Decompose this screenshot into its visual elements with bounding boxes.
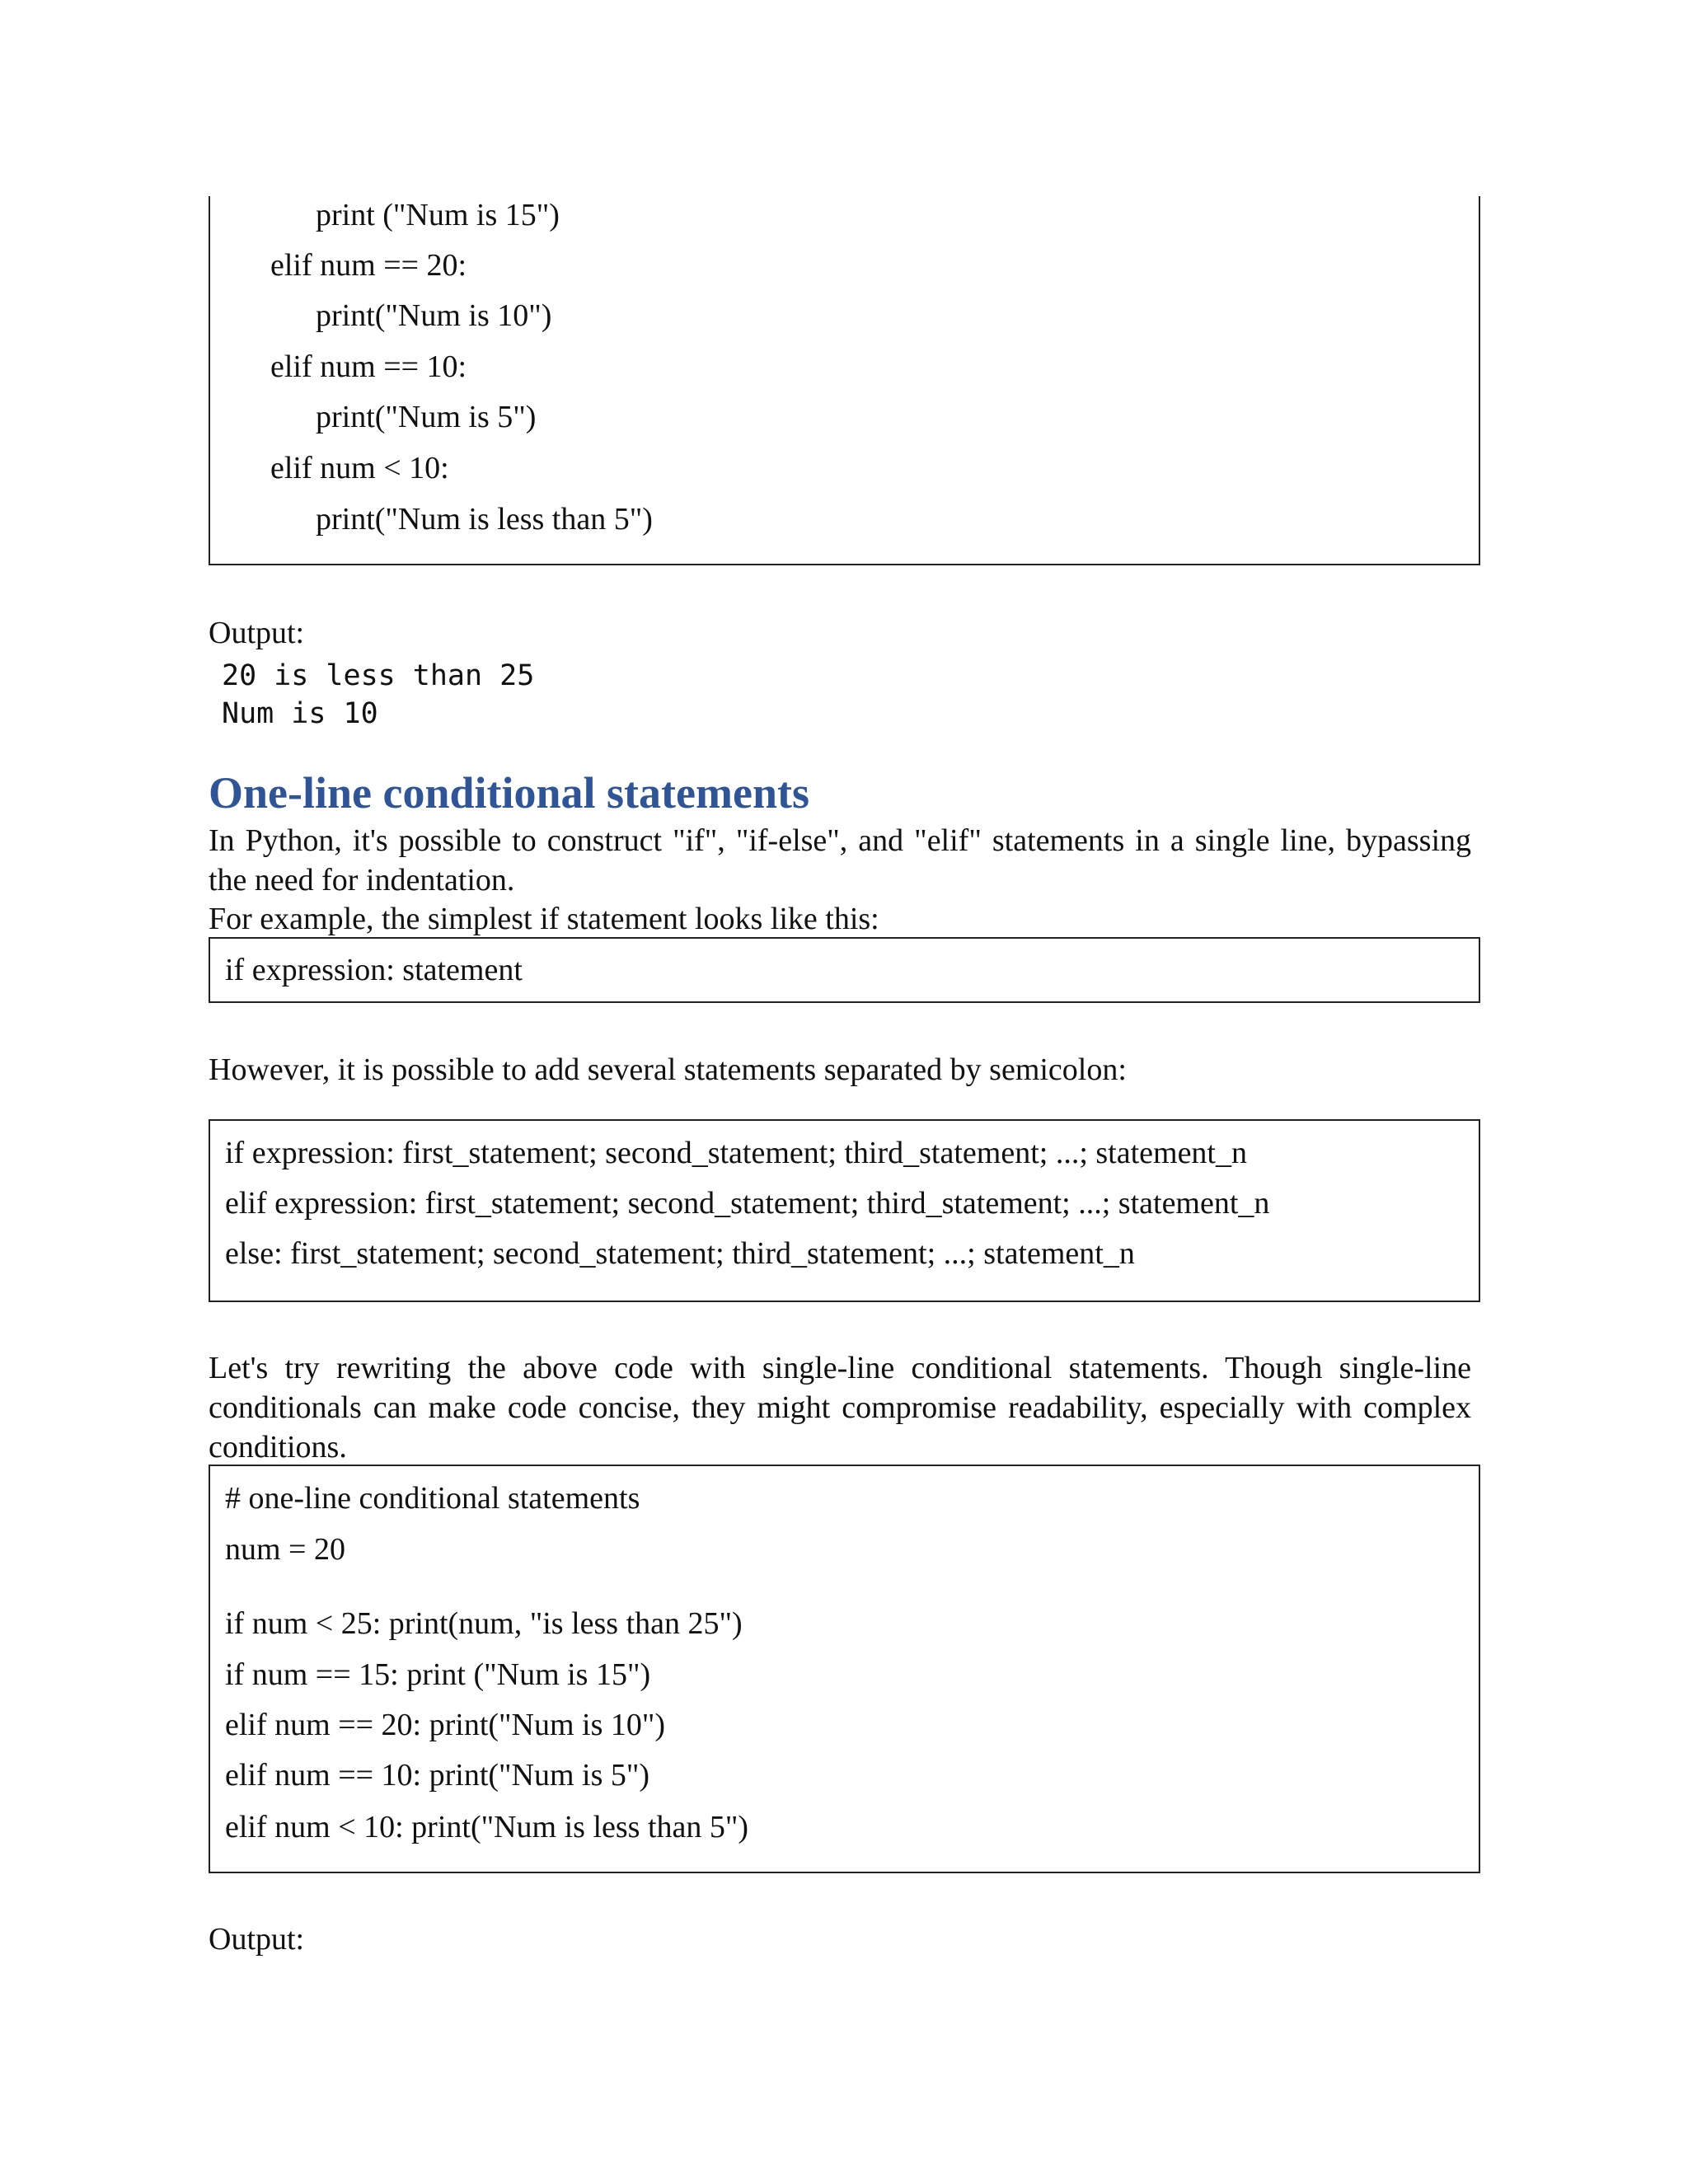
code-line: elif num == 20: [270,248,467,283]
code-line: print("Num is 5") [316,400,537,434]
code-line: elif num == 20: print("Num is 10") [225,1708,666,1742]
code-line: if expression: statement [225,953,523,987]
code-line: num = 20 [225,1532,345,1567]
code-line: print("Num is 10") [316,298,552,333]
code-line: print("Num is less than 5") [316,502,653,537]
code-line: elif num < 10: print("Num is less than 5") [225,1810,749,1844]
section-heading: One-line conditional statements [209,768,809,818]
code-line: elif num == 10: print("Num is 5") [225,1758,650,1793]
code-line: if expression: first_statement; second_statement; third_statement; ...; statement_n [225,1136,1247,1170]
code-line: elif num < 10: [270,451,449,485]
output-line: 20 is less than 25 [222,659,535,692]
rewrite-paragraph: Let's try rewriting the above code with single-line conditional statements. Though single-line conditionals can make code concise, they might compromise readability, especially with complex conditions. [209,1351,1471,1465]
semicolon-paragraph: However, it is possible to add several statements separated by semicolon: [209,1052,1127,1087]
code-line: else: first_statement; second_statement; third_statement; ...; statement_n [225,1236,1135,1271]
output-label: Output: [209,1922,305,1957]
code-line: if num == 15: print ("Num is 15") [225,1657,651,1692]
output-label: Output: [209,616,305,650]
code-line: elif num == 10: [270,349,467,384]
code-line: if num < 25: print(num, "is less than 25") [225,1606,743,1641]
intro-paragraph: In Python, it's possible to construct "if", "if-else", and "elif" statements in a single line, bypassing the need for indentation. [209,823,1471,898]
example-intro: For example, the simplest if statement looks like this: [209,902,879,936]
output-line: Num is 10 [222,697,378,730]
code-line: print ("Num is 15") [316,198,560,232]
code-line: elif expression: first_statement; second_statement; third_statement; ...; statement_n [225,1186,1270,1221]
code-comment: # one-line conditional statements [225,1481,640,1516]
